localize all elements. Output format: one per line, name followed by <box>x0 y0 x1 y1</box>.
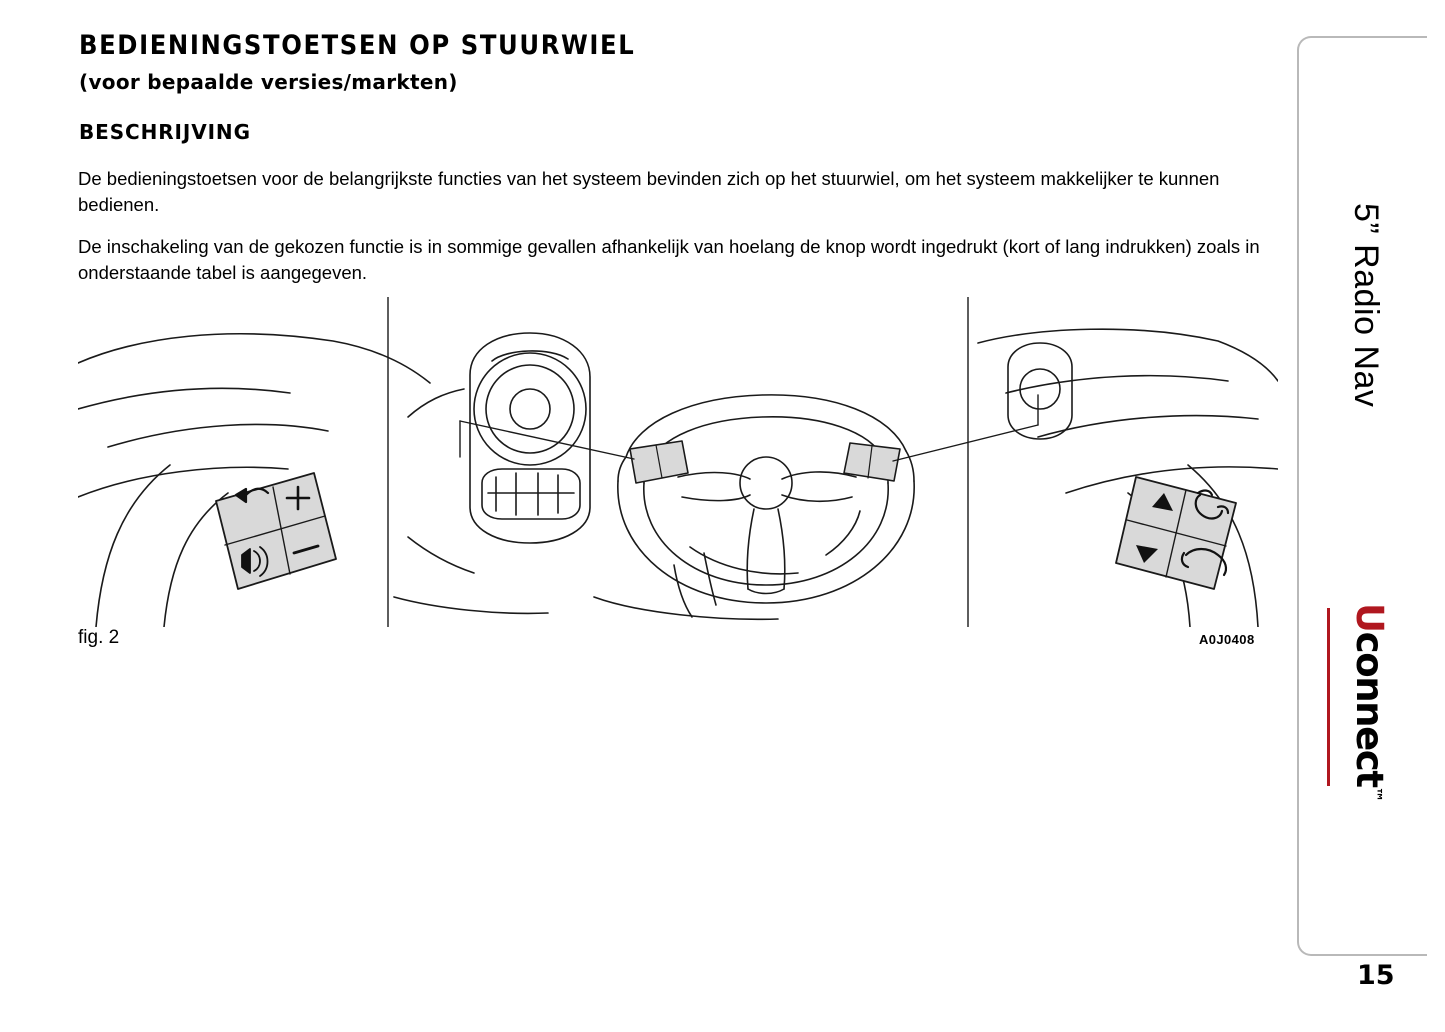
page-subtitle: (voor bepaalde versies/markten) <box>79 70 458 94</box>
side-tab <box>1297 36 1427 956</box>
brand-logo-name: connect <box>1348 631 1391 787</box>
side-tab-title: 5” Radio Nav <box>1347 203 1385 408</box>
brand-logo-u: U <box>1348 603 1391 632</box>
page-number: 15 <box>1357 960 1395 991</box>
brand-logo <box>1348 603 1391 801</box>
figure-dashboard-illustration <box>78 297 1278 627</box>
body-paragraph-1: De bedieningstoetsen voor de belangrijkste functies van het systeem bevinden zich op het stuurwiel, om het systeem makkelijker te kunnen bedienen. <box>78 168 1220 215</box>
page-title: BEDIENINGSTOETSEN OP STUURWIEL <box>79 30 636 61</box>
figure-code: A0J0408 <box>1199 632 1255 647</box>
body-paragraph-2: De inschakeling van de gekozen functie is in sommige gevallen afhankelijk van hoelang de knop wordt ingedrukt (kort of lang indrukken) zoals in onderstaande tabel is aangegeven. <box>78 236 1260 283</box>
section-heading: BESCHRIJVING <box>79 120 251 144</box>
brand-trademark-icon: ™ <box>1366 786 1386 802</box>
brand-underline <box>1327 608 1330 786</box>
figure-caption: fig. 2 <box>78 627 120 648</box>
side-tab-inner <box>1299 38 1429 958</box>
